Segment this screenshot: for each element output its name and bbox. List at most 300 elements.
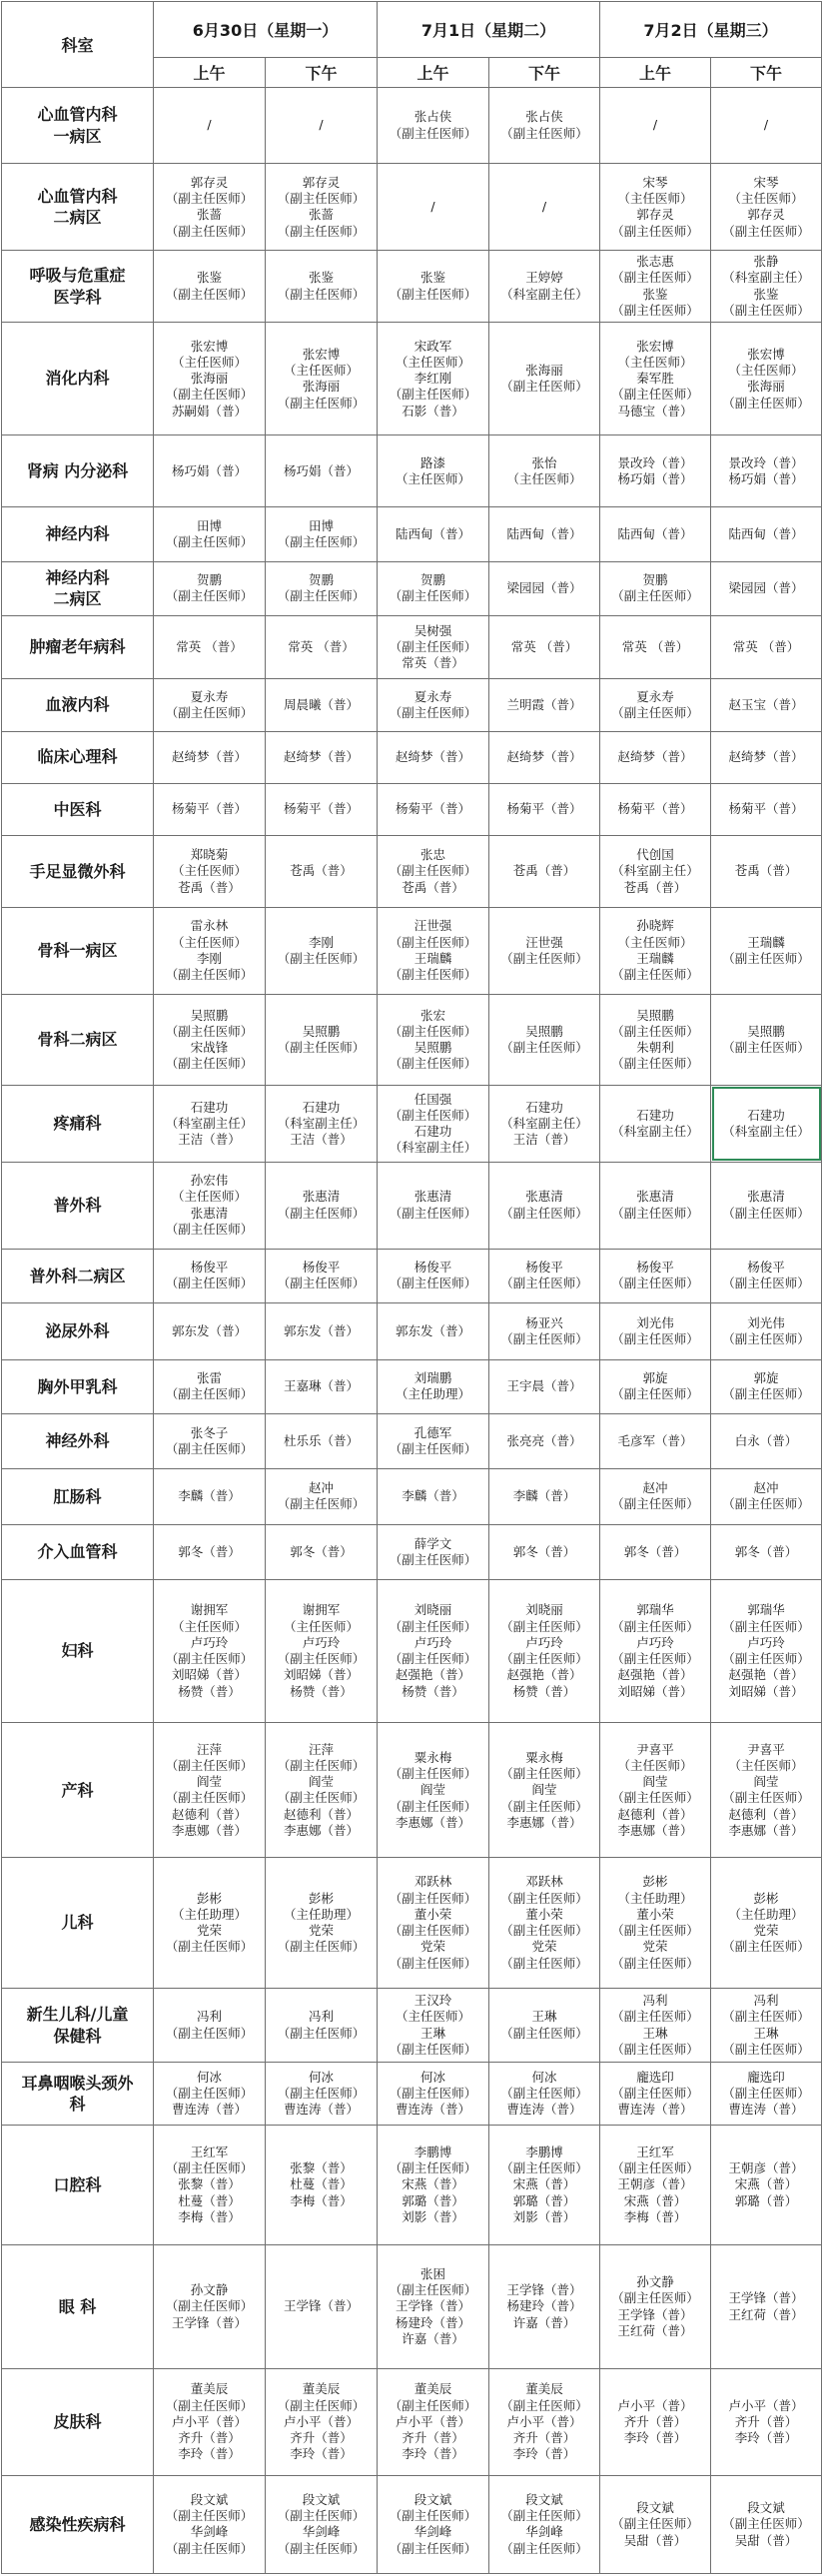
- doctor-entry: （主任医师）: [283, 1618, 359, 1634]
- schedule-cell: [489, 1858, 600, 1989]
- doctor-entry: （副主任医师）: [500, 2540, 588, 2556]
- schedule-cell: [600, 2369, 711, 2476]
- doctor-entry: （副主任医师）: [389, 639, 477, 655]
- schedule-cell: [154, 2244, 266, 2368]
- schedule-cell: [489, 1414, 600, 1468]
- doctor-entry: 王琳: [642, 2025, 668, 2041]
- schedule-cell: [600, 679, 711, 731]
- doctor-entry: 赵强艳（普）: [728, 1667, 804, 1683]
- doctor-entry: 王瑞麟: [747, 934, 785, 950]
- department-name: [2, 836, 154, 908]
- doctor-entry: 杨巧娟（普）: [283, 462, 359, 478]
- doctor-entry: 宋战锋: [190, 1040, 229, 1056]
- doctor-entry: 卢巧玲: [636, 1634, 674, 1650]
- session-header-am: 上午: [378, 58, 489, 88]
- schedule-cell: [711, 1303, 822, 1360]
- doctor-entry: 陆西甸（普）: [506, 525, 582, 541]
- doctor-entry: （副主任医师）: [500, 2086, 588, 2102]
- table-row: [2, 1579, 822, 1723]
- doctor-entry: （副主任医师）: [165, 1056, 254, 1072]
- doctor-entry: （副主任医师）: [277, 223, 366, 239]
- doctor-entry: 张鉴: [308, 270, 334, 286]
- table-row: [2, 2369, 822, 2476]
- doctor-entry: 李惠娜（普）: [283, 1822, 359, 1838]
- doctor-entry: 孙文静: [636, 2274, 674, 2290]
- schedule-cell: [266, 836, 378, 908]
- schedule-cell: [266, 1579, 378, 1723]
- department-name: [2, 323, 154, 435]
- department-name: [2, 1579, 154, 1723]
- schedule-cell: [266, 1414, 378, 1468]
- department-name: [2, 783, 154, 835]
- doctor-entry: 吴照鹏: [190, 1007, 229, 1023]
- schedule-cell: [378, 2063, 489, 2126]
- doctor-entry: 杨建玲（普）: [395, 2314, 470, 2330]
- doctor-entry: 景改玲（普）: [617, 454, 693, 470]
- schedule-cell: [489, 2063, 600, 2126]
- schedule-cell: [711, 2475, 822, 2573]
- doctor-entry: 王琳: [419, 2025, 445, 2041]
- schedule-cell: [266, 1162, 378, 1249]
- schedule-cell: [266, 1359, 378, 1413]
- doctor-entry: 郭璐（普）: [512, 2192, 576, 2208]
- doctor-entry: （副主任医师）: [165, 1790, 254, 1806]
- doctor-entry: 赵强艳（普）: [395, 1667, 470, 1683]
- schedule-cell: [378, 1086, 489, 1162]
- doctor-entry: 赵冲: [642, 1480, 668, 1496]
- doctor-entry: 张惠清: [525, 1189, 563, 1205]
- doctor-entry: /: [430, 199, 435, 215]
- department-name: [2, 1989, 154, 2063]
- schedule-cell: [489, 1525, 600, 1579]
- doctor-entry: 吴照鹏: [413, 1040, 452, 1056]
- doctor-entry: 赵强艳（普）: [617, 1667, 693, 1683]
- doctor-entry: 郑晓菊: [190, 847, 229, 863]
- table-row: [2, 1303, 822, 1360]
- doctor-entry: （副主任医师）: [611, 1496, 699, 1512]
- doctor-entry: 张鉴: [419, 270, 445, 286]
- schedule-cell: [711, 1989, 822, 2063]
- doctor-entry: 齐升（普）: [734, 2413, 798, 2429]
- doctor-entry: （副主任医师）: [389, 1923, 477, 1939]
- schedule-cell: [154, 88, 266, 164]
- doctor-entry: 宋琴: [753, 174, 779, 190]
- table-row: [2, 1086, 822, 1162]
- doctor-entry: 石影（普）: [402, 403, 464, 419]
- schedule-cell: [600, 1359, 711, 1413]
- doctor-entry: （副主任医师）: [277, 1790, 366, 1806]
- schedule-cell: [266, 435, 378, 507]
- doctor-entry: 常英 （普）: [732, 639, 800, 655]
- doctor-entry: 段文斌: [636, 2500, 674, 2516]
- schedule-cell: [154, 907, 266, 994]
- doctor-entry: （副主任医师）: [389, 2397, 477, 2413]
- doctor-entry: 苍禹（普）: [512, 863, 576, 879]
- doctor-entry: （副主任医师）: [611, 1276, 699, 1291]
- doctor-entry: 王洁（普）: [178, 1132, 241, 1148]
- doctor-entry: （副主任医师）: [611, 1651, 699, 1667]
- doctor-entry: 何冰: [196, 2069, 222, 2085]
- doctor-entry: 刘昭娣（普）: [283, 1667, 359, 1683]
- doctor-entry: （副主任医师）: [500, 2508, 588, 2524]
- doctor-entry: （副主任医师）: [165, 2086, 254, 2102]
- doctor-entry: 刘昭娣（普）: [171, 1667, 247, 1683]
- doctor-entry: （副主任医师）: [611, 1330, 699, 1346]
- doctor-entry: （副主任医师）: [500, 125, 588, 141]
- doctor-entry: 冯利: [196, 2009, 222, 2025]
- schedule-cell: [154, 1086, 266, 1162]
- doctor-entry: （副主任医师）: [277, 1757, 366, 1773]
- doctor-entry: 张怡: [531, 454, 557, 470]
- doctor-entry: 张惠清: [747, 1189, 785, 1205]
- table-row: [2, 836, 822, 908]
- department-name-line: 骨科一病区: [37, 941, 118, 961]
- doctor-entry: 梁园园（普）: [728, 580, 804, 596]
- doctor-entry: 郭存灵: [747, 207, 785, 223]
- doctor-entry: （副主任医师）: [722, 1386, 810, 1402]
- doctor-entry: （副主任医师）: [389, 1107, 477, 1123]
- schedule-cell: [711, 561, 822, 615]
- doctor-entry: 杜蔓（普）: [178, 2192, 241, 2208]
- department-name: [2, 679, 154, 731]
- schedule-cell: [154, 783, 266, 835]
- doctor-entry: 吴甜（普）: [623, 2532, 687, 2548]
- doctor-entry: 党荣: [753, 1923, 779, 1939]
- doctor-entry: 粟永梅: [413, 1749, 452, 1765]
- doctor-entry: 卢小平（普）: [728, 2397, 804, 2413]
- department-name-line: 呼吸与危重症: [29, 266, 126, 286]
- doctor-entry: （副主任医师）: [165, 967, 254, 983]
- schedule-cell: [711, 679, 822, 731]
- doctor-entry: 张宏博: [747, 346, 785, 362]
- schedule-cell: [489, 1359, 600, 1413]
- doctor-entry: 杨赞（普）: [512, 1683, 576, 1699]
- doctor-entry: 杨赞（普）: [178, 1683, 241, 1699]
- doctor-entry: 曹连涛（普）: [395, 2102, 470, 2118]
- department-name-line: 心血管内科: [37, 186, 118, 206]
- doctor-entry: 阎莹: [308, 1774, 334, 1790]
- schedule-cell: [600, 1989, 711, 2063]
- schedule-cell: [154, 1414, 266, 1468]
- doctor-entry: 郭冬（普）: [178, 1543, 241, 1559]
- doctor-entry: 郭瑞华: [636, 1602, 674, 1618]
- doctor-entry: 代创国: [636, 847, 674, 863]
- doctor-entry: 杨菊平（普）: [728, 801, 804, 817]
- schedule-cell: [489, 731, 600, 783]
- doctor-entry: 党荣: [419, 1939, 445, 1955]
- doctor-entry: （副主任医师）: [389, 1440, 477, 1456]
- doctor-entry: （科室副主任）: [611, 863, 699, 879]
- department-name-line: 二病区: [53, 589, 102, 609]
- doctor-entry: （副主任医师）: [277, 533, 366, 549]
- schedule-cell: [600, 783, 711, 835]
- doctor-entry: 兰明霞（普）: [506, 696, 582, 712]
- doctor-entry: （副主任医师）: [389, 2160, 477, 2176]
- doctor-entry: 杨亚兴: [525, 1314, 563, 1330]
- doctor-entry: （副主任医师）: [165, 223, 254, 239]
- doctor-entry: 董小荣: [525, 1906, 563, 1922]
- schedule-cell: [154, 1249, 266, 1302]
- schedule-cell: [711, 836, 822, 908]
- schedule-cell: [489, 994, 600, 1085]
- doctor-entry: 粟永梅: [525, 1749, 563, 1765]
- department-name-line: 胸外甲乳科: [37, 1376, 118, 1396]
- department-name: [2, 507, 154, 561]
- doctor-entry: （副主任医师）: [722, 1330, 810, 1346]
- department-name: [2, 2369, 154, 2476]
- doctor-entry: （副主任医师）: [611, 1618, 699, 1634]
- department-name-line: 新生儿科/儿童: [26, 2004, 129, 2024]
- doctor-entry: 宋燕（普）: [512, 2176, 576, 2192]
- doctor-entry: （主任医师）: [728, 1757, 804, 1773]
- department-name: [2, 907, 154, 994]
- doctor-entry: （副主任医师）: [277, 950, 366, 966]
- doctor-entry: 夏永寿: [636, 688, 674, 704]
- doctor-entry: 陆西甸（普）: [617, 525, 693, 541]
- department-name-line: 骨科二病区: [37, 1030, 118, 1050]
- schedule-cell: [711, 1359, 822, 1413]
- schedule-cell: [266, 731, 378, 783]
- doctor-entry: 贺鹏: [419, 572, 445, 588]
- schedule-cell: [711, 1858, 822, 1989]
- department-name-line: 消化内科: [45, 369, 110, 389]
- schedule-cell: [600, 88, 711, 164]
- doctor-entry: 张黎（普）: [178, 2176, 241, 2192]
- doctor-entry: 杨巧娟（普）: [171, 462, 247, 478]
- doctor-entry: 李梅（普）: [178, 2208, 241, 2224]
- department-name-line: 皮肤科: [53, 2412, 102, 2432]
- doctor-entry: 张海丽: [747, 379, 785, 395]
- doctor-entry: 阎莹: [196, 1774, 222, 1790]
- schedule-cell: [600, 251, 711, 323]
- table-row: [2, 2126, 822, 2245]
- doctor-entry: 杨俊平: [636, 1260, 674, 1276]
- doctor-entry: （主任医师）: [171, 354, 247, 370]
- doctor-entry: （副主任医师）: [611, 704, 699, 720]
- doctor-entry: （副主任医师）: [500, 1890, 588, 1906]
- doctor-entry: 郭东发（普）: [283, 1322, 359, 1338]
- doctor-entry: 张蔷: [196, 207, 222, 223]
- doctor-entry: （副主任医师）: [500, 2025, 588, 2041]
- doctor-entry: （副主任医师）: [165, 1386, 254, 1402]
- doctor-entry: 董美辰: [302, 2381, 341, 2397]
- doctor-entry: 王宇晨（普）: [506, 1378, 582, 1394]
- doctor-entry: （科室副主任）: [722, 270, 810, 286]
- doctor-entry: （副主任医师）: [722, 1040, 810, 1056]
- schedule-cell: [378, 561, 489, 615]
- schedule-cell: [489, 679, 600, 731]
- schedule-cell: [489, 1162, 600, 1249]
- doctor-entry: 华剑峰: [525, 2524, 563, 2540]
- department-name: [2, 1414, 154, 1468]
- doctor-entry: 董小荣: [413, 1906, 452, 1922]
- doctor-entry: 杨俊平: [525, 1260, 563, 1276]
- table-row: [2, 435, 822, 507]
- doctor-entry: 彭彬: [642, 1874, 668, 1890]
- doctor-entry: 郭旋: [753, 1370, 779, 1386]
- doctor-entry: 张惠清: [413, 1189, 452, 1205]
- doctor-entry: （副主任医师）: [722, 223, 810, 239]
- doctor-entry: （主任助理）: [395, 1386, 470, 1402]
- date-header-day-1: 6月30日（星期一）: [154, 2, 378, 58]
- doctor-entry: （副主任医师）: [611, 223, 699, 239]
- doctor-entry: 彭彬: [753, 1890, 779, 1906]
- doctor-entry: 杨赞（普）: [402, 1683, 464, 1699]
- doctor-entry: （副主任医师）: [389, 967, 477, 983]
- doctor-entry: （副主任医师）: [500, 1766, 588, 1782]
- doctor-entry: 张鉴: [753, 286, 779, 302]
- schedule-cell: [378, 616, 489, 679]
- doctor-entry: （主任助理）: [283, 1906, 359, 1922]
- doctor-entry: 毛彦军（普）: [617, 1432, 693, 1448]
- department-name-line: 口腔科: [53, 2174, 102, 2194]
- doctor-entry: 张鉴: [196, 270, 222, 286]
- schedule-cell: [378, 836, 489, 908]
- doctor-entry: 汪萍: [308, 1741, 334, 1757]
- doctor-entry: 张静: [753, 254, 779, 270]
- doctor-entry: 段文斌: [747, 2500, 785, 2516]
- table-row: [2, 1468, 822, 1525]
- schedule-cell: [154, 323, 266, 435]
- doctor-entry: （主任医师）: [617, 1757, 693, 1773]
- doctor-entry: 李梅（普）: [290, 2192, 353, 2208]
- doctor-entry: （副主任医师）: [722, 2009, 810, 2025]
- table-row: [2, 679, 822, 731]
- doctor-entry: 苍禹（普）: [623, 879, 687, 895]
- table-row: [2, 1162, 822, 1249]
- table-row: [2, 1858, 822, 1989]
- schedule-cell: [711, 435, 822, 507]
- doctor-entry: 李鹏博: [525, 2144, 563, 2159]
- schedule-cell: [154, 679, 266, 731]
- schedule-cell: [489, 2126, 600, 2245]
- doctor-entry: （副主任医师）: [277, 191, 366, 206]
- doctor-entry: 齐升（普）: [512, 2430, 576, 2446]
- table-row: [2, 2063, 822, 2126]
- doctor-entry: （副主任医师）: [611, 1790, 699, 1806]
- doctor-entry: （副主任医师）: [500, 1040, 588, 1056]
- doctor-entry: 王洁（普）: [290, 1132, 353, 1148]
- schedule-cell: [378, 907, 489, 994]
- schedule-cell: [378, 323, 489, 435]
- schedule-cell: [378, 1989, 489, 2063]
- doctor-entry: （副主任医师）: [611, 2160, 699, 2176]
- doctor-entry: 龐选印: [747, 2069, 785, 2085]
- doctor-entry: 杜蔓（普）: [290, 2176, 353, 2192]
- schedule-cell: [600, 1723, 711, 1858]
- department-name: [2, 1858, 154, 1989]
- schedule-cell: [600, 1086, 711, 1162]
- schedule-cell: [711, 994, 822, 1085]
- doctor-entry: （副主任医师）: [165, 286, 254, 302]
- schedule-cell: [600, 1162, 711, 1249]
- doctor-entry: 雷永林: [190, 918, 229, 934]
- doctor-entry: 赵德利（普）: [171, 1806, 247, 1822]
- department-name-line: 泌尿外科: [45, 1321, 110, 1341]
- doctor-entry: 阎莹: [642, 1774, 668, 1790]
- doctor-entry: 赵冲: [308, 1480, 334, 1496]
- doctor-entry: 杨俊平: [747, 1260, 785, 1276]
- doctor-entry: 吴照鹏: [302, 1023, 341, 1039]
- doctor-entry: 赵绮梦（普）: [617, 749, 693, 765]
- doctor-entry: （副主任医师）: [389, 1205, 477, 1221]
- schedule-cell: [154, 1723, 266, 1858]
- doctor-entry: 路漆: [419, 454, 445, 470]
- doctor-entry: 宋燕（普）: [734, 2176, 798, 2192]
- doctor-entry: 宋燕（普）: [402, 2176, 464, 2192]
- schedule-cell: [266, 616, 378, 679]
- doctor-entry: （副主任医师）: [277, 1276, 366, 1291]
- doctor-entry: 李刚: [196, 950, 222, 966]
- schedule-cell: [600, 907, 711, 994]
- doctor-entry: 许嘉（普）: [512, 2314, 576, 2330]
- duty-schedule-table: [1, 1, 822, 2574]
- department-name-line: 血液内科: [45, 695, 110, 715]
- doctor-entry: （副主任医师）: [500, 1798, 588, 1814]
- schedule-cell: [711, 783, 822, 835]
- doctor-entry: 常英 （普）: [288, 639, 355, 655]
- doctor-entry: 贺鹏: [308, 572, 334, 588]
- doctor-entry: （副主任医师）: [165, 1651, 254, 1667]
- doctor-entry: （副主任医师）: [277, 2086, 366, 2102]
- doctor-entry: （主任医师）: [728, 363, 804, 379]
- doctor-entry: 段文斌: [302, 2491, 341, 2507]
- date-header-day-2: 7月1日（星期二）: [378, 2, 600, 58]
- doctor-entry: 王瑞麟: [636, 950, 674, 966]
- department-name-line: 疼痛科: [53, 1114, 102, 1134]
- doctor-entry: 王红荷（普）: [617, 2322, 693, 2338]
- doctor-entry: 杨建玲（普）: [506, 2298, 582, 2314]
- schedule-cell: [600, 1858, 711, 1989]
- doctor-entry: /: [763, 117, 769, 133]
- doctor-entry: 石建功: [525, 1099, 563, 1115]
- doctor-entry: （副主任医师）: [277, 1651, 366, 1667]
- doctor-entry: 华剑峰: [302, 2524, 341, 2540]
- schedule-cell: [711, 1468, 822, 1525]
- department-name-line: 临床心理科: [37, 747, 118, 767]
- schedule-cell: [154, 1359, 266, 1413]
- doctor-entry: 阎莹: [419, 1782, 445, 1798]
- department-name-line: 手足显微外科: [29, 861, 126, 881]
- doctor-entry: （副主任医师）: [389, 1651, 477, 1667]
- doctor-entry: 卢小平（普）: [395, 2413, 470, 2429]
- doctor-entry: 谢拥军: [302, 1602, 341, 1618]
- doctor-entry: （副主任医师）: [389, 704, 477, 720]
- doctor-entry: （副主任医师）: [165, 1276, 254, 1291]
- doctor-entry: （副主任医师）: [389, 1056, 477, 1072]
- doctor-entry: （副主任医师）: [277, 2025, 366, 2041]
- doctor-entry: （副主任医师）: [611, 2290, 699, 2306]
- schedule-cell: [489, 507, 600, 561]
- doctor-entry: 田博: [196, 517, 222, 533]
- doctor-entry: （副主任医师）: [277, 1496, 366, 1512]
- schedule-cell: [711, 323, 822, 435]
- schedule-cell: [489, 836, 600, 908]
- doctor-entry: 段文斌: [525, 2491, 563, 2507]
- doctor-entry: 张宏博: [302, 346, 341, 362]
- doctor-entry: （副主任医师）: [500, 1205, 588, 1221]
- schedule-cell: [378, 1359, 489, 1413]
- doctor-entry: 李麟（普）: [402, 1488, 464, 1504]
- doctor-entry: 夏永寿: [190, 688, 229, 704]
- doctor-entry: 王红军: [190, 2144, 229, 2159]
- doctor-entry: 张冬子: [190, 1424, 229, 1440]
- doctor-entry: 王学锋（普）: [395, 2298, 470, 2314]
- doctor-entry: 秦军胜: [636, 371, 674, 387]
- schedule-cell: [711, 1525, 822, 1579]
- schedule-cell: [711, 731, 822, 783]
- department-name-line: 肿瘤老年病科: [29, 637, 126, 657]
